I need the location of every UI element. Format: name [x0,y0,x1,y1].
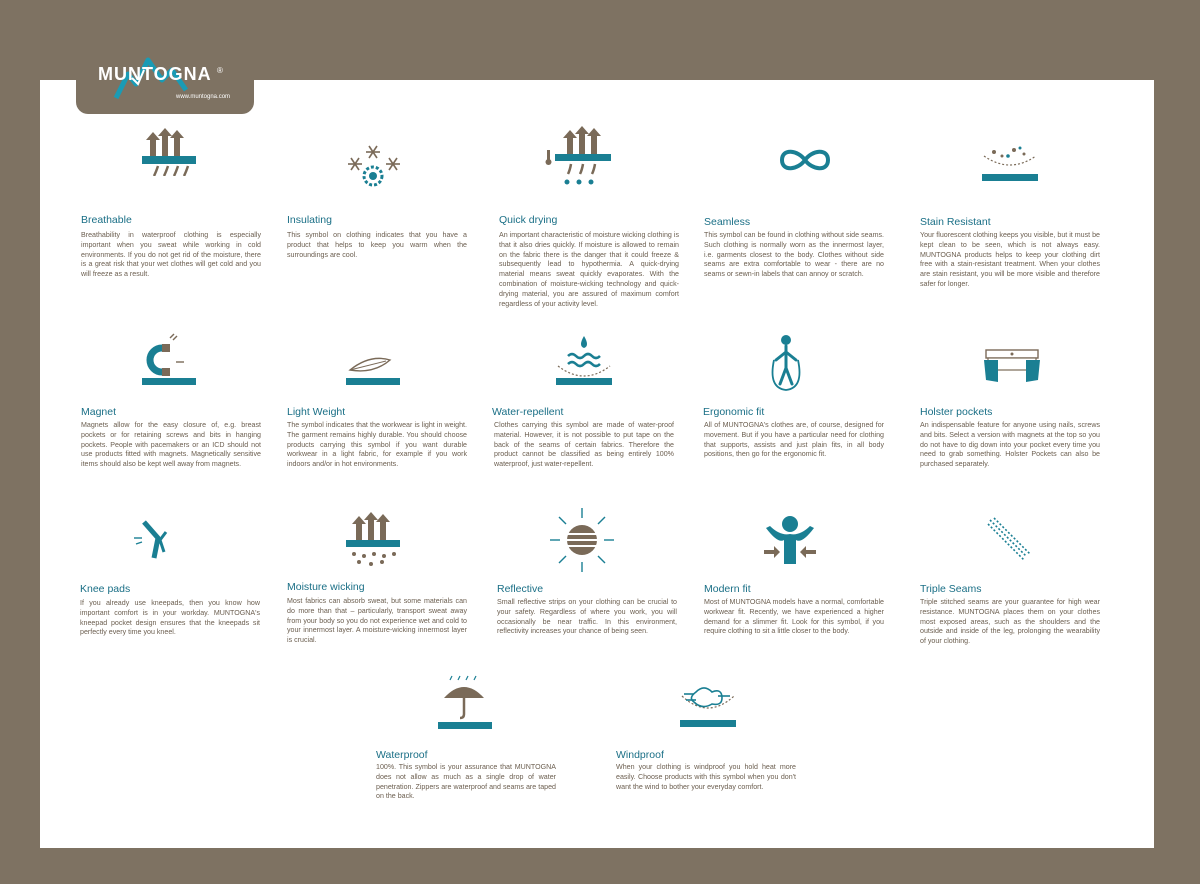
feature-title: Triple Seams [920,583,982,595]
modern-fit-icon [762,514,818,568]
breathable-icon [140,126,200,176]
feature-description: An important characteristic of moisture wicking clothing is that it also dries quickly. If moisture is allowed to remain on the fabric there is the danger that it could freeze & subsequently lead to hypothermia. A quick-drying material means sweat quickly evaporates. With the combination of moisture-wicking technology and quick-drying material, you are assured of maximum comfort regardless of your activity level. [499,231,679,308]
reflective-sun-icon [548,506,616,574]
feature-title: Stain Resistant [920,216,991,228]
feature-description: Clothes carrying this symbol are made of water-proof material. However, it is not possible to put tape on the back of the seams of certain fabrics. Therefore the product cannot be classified as being entirely 100% waterproof, just water-repellent. [494,421,674,469]
brand-name: MUNTOGNA [98,64,212,84]
feature-description: When your clothing is windproof you hold heat more easily. Choose products with this symbol when you don't want the wind to bother your everyday comfort. [616,763,796,791]
jump-rope-icon [766,332,806,392]
feature-description: An indispensable feature for anyone using nails, screws and bits. Select a version with magnets at the top so you do not have to dig down into your pocket every time you need to grab something. Holster Pockets can also be purchased separately. [920,421,1100,469]
feature-description: This symbol can be found in clothing without side seams. Such clothing is normally worn as the innermost layer, i.e. garments closest to the body. Clothes without side seams are extra comfortable to wear - there are no seams or sewn-in labels that can annoy or scratch. [704,231,884,279]
feature-description: All of MUNTOGNA's clothes are, of course, designed for movement. But if you have a particular need for clothing that supports, assists and just plain fits, in all body positions, then go for the ergonomic fit. [704,421,884,459]
feature-title: Moisture wicking [287,581,365,593]
feature-description: If you already use kneepads, then you know how important comfort is in your workday. MUNTOGNA's kneepad pocket design ensures that the kneepads sit perfectly every time you kneel. [80,599,260,637]
umbrella-icon [436,674,494,732]
feature-title: Magnet [81,406,117,418]
feature-title: Breathable [81,214,132,226]
feature-description: The symbol indicates that the workwear is light in weight. The garment remains highly durable. You should choose products carrying this symbol if you want durable workwear in a light fabric, for example if you work indoors and/or in hot environments. [287,421,467,469]
feature-title: Modern fit [704,583,751,595]
infinity-icon [776,144,834,176]
moisture-wicking-icon [344,512,404,570]
feature-title: Knee pads [80,583,131,595]
knee-icon [132,518,178,564]
feature-title: Windproof [616,749,664,761]
holster-pockets-icon [982,346,1042,386]
feature-description: Most of MUNTOGNA models have a normal, comfortable workwear fit. Recently, we have experienced a higher demand for a slimmer fit. Look for this symbol, if you require clothing to sit a little closer to the body. [704,598,884,636]
feature-title: Light Weight [287,406,346,418]
feature-title: Waterproof [376,749,428,761]
quick-drying-icon [545,124,615,190]
snowflake-icon [345,142,405,190]
brand-logo [76,40,254,114]
stain-resistant-icon [980,144,1040,184]
brand-url: www.muntogna.com [176,94,231,100]
feature-title: Quick drying [499,214,558,226]
feature-title: Insulating [287,214,332,226]
feature-description: Most fabrics can absorb sweat, but some materials can do more than that – particularly, transport sweat away from your body so you do not experience wet and cold to your innermost layer. A moisture-wicking innermost layer is crucial. [287,597,467,645]
magnet-icon [140,332,198,388]
feature-description: Your fluorescent clothing keeps you visible, but it must be kept clean to be seen, which is not always easy. MUNTOGNA products helps to keep your clothing dirt free with a stain-resistant treatment. When your clothes are stain resistant, you will be more visible and therefore safer for longer. [920,231,1100,288]
feature-description: Magnets allow for the easy closure of, e.g. breast pockets or for retaining screws and bits in hanging pockets. People with pacemakers or an ICD should not use products fitted with magnets. Magnetically sensitive items should also be kept well away from magnets. [81,421,261,469]
feature-title: Ergonomic fit [703,406,765,418]
wind-icon [678,686,738,732]
feature-title: Water-repellent [492,406,564,418]
feature-description: Breathability in waterproof clothing is especially important when you sweat while working in cold environments. If you do not get rid of the moisture, there is a great risk that your wet clothes will get cold and you will freeze as a result. [81,231,261,279]
feature-title: Seamless [704,216,751,228]
feather-icon [344,352,402,388]
feature-title: Holster pockets [920,406,993,418]
feature-description: Triple stitched seams are your guarantee for high wear resistance. MUNTOGNA places them on your clothes most exposed areas, such as the shoulders and the outside and inside of the leg, prolonging the wearability of your clothing. [920,598,1100,646]
brand-registered: ® [217,66,223,75]
feature-title: Reflective [497,583,544,595]
triple-seams-icon [986,516,1034,564]
feature-description: Small reflective strips on your clothing can be crucial to your safety. Regardless of where you work, you will occasionally be near traffic. In this environment, reflectivity increases your chance of being seen. [497,598,677,636]
water-repellent-icon [554,334,614,388]
feature-description: This symbol on clothing indicates that you have a product that helps to keep you warm when the surroundings are cool. [287,231,467,259]
feature-description: 100%. This symbol is your assurance that MUNTOGNA does not allow as much as a single drop of water penetration. Zippers are waterproof and seams are taped on the back. [376,763,556,801]
